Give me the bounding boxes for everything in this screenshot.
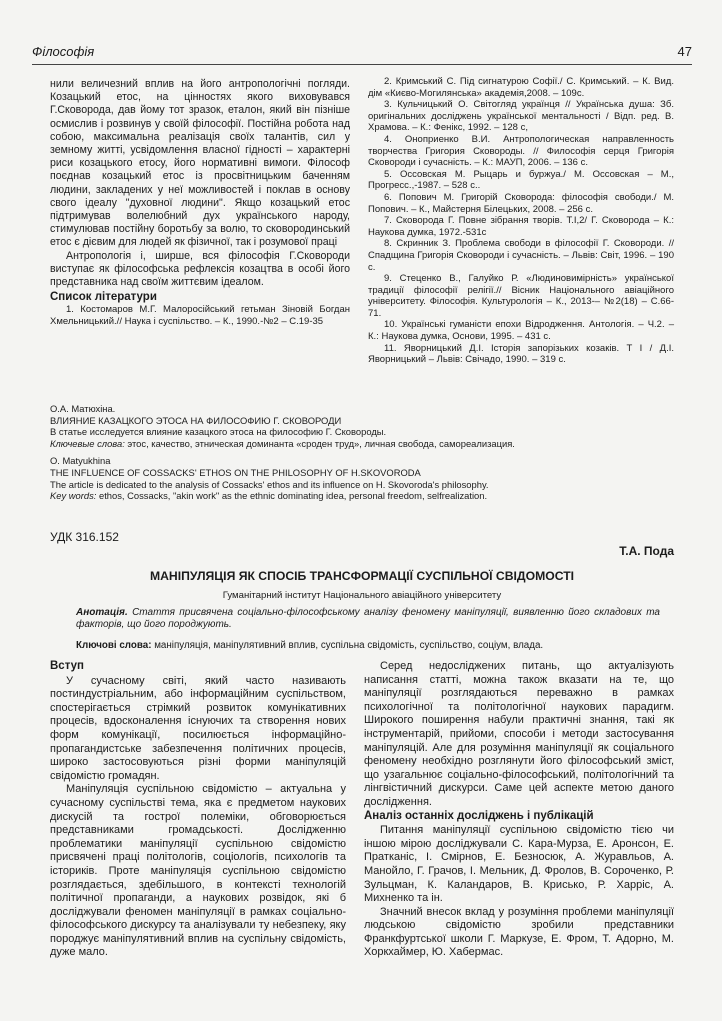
udk-code: УДК 316.152	[50, 530, 119, 544]
page-number: 47	[677, 44, 692, 59]
summary-keywords	[50, 438, 674, 450]
body-paragraph: Питання маніпуляції суспільною свідомістю тією чи іншою мірою досліджували С. Кара-Мурза, Е. Аронсон, Е. Пратканіс, І. Смірнов, Е. Безносюк, А. Журавльов, А. Манойло, Г. Грачов, І. Мельник, Д. Фролов, В. Сороченко, Р. Зульцман, К. Каландаров, В. Крисько, Р. Харріс, А. Михненко та ін.	[364, 824, 674, 905]
reference-item: 3. Кульчицький О. Світогляд українця // Українська душа: Зб. оригінальних досліджень української ментальності / Відп. ред. В. Храмова. – К.: Фенікс, 1992. – 128 с,	[368, 99, 674, 134]
summaries	[50, 403, 674, 508]
article-annotation	[76, 607, 660, 632]
summary-text: The article is dedicated to the analysis of Cossacks' ethos and its influence on H. Skovoroda's philosophy.	[50, 478, 489, 490]
summary-author: O. Matyukhina	[50, 455, 111, 467]
article-keywords	[76, 640, 660, 651]
summary-russian	[50, 403, 674, 449]
article-left-column	[50, 660, 346, 960]
reference-item: 10. Українські гуманісти епохи Відродження. Антологія. – Ч.2. – К.: Наукова думка, Основи, 1995. – 431 с.	[368, 319, 674, 343]
reference-item: 2. Кримський С. Під сигнатурою Софії./ С. Кримський. – К. Вид. дім «Києво-Могилянська» академія,2008. – 109с.	[368, 76, 674, 99]
summary-title: THE INFLUENCE OF COSSACKS' ETHOS ON THE PHILOSOPHY OF H.SKOVORODA	[50, 466, 421, 478]
annotation-text: Стаття присвячена соціально-філософському аналізу феномену маніпуляції, виявленню його складових та факторів, що його породжують.	[76, 607, 660, 631]
section-heading-analysis: Аналіз останніх досліджень і публікацій	[364, 809, 594, 822]
keywords-text: этос, качество, этническая доминанта «сроден труд», личная свобода, самореализация.	[124, 437, 515, 449]
section-heading-intro: Вступ	[50, 660, 84, 672]
reference-item: 8. Скринник З. Проблема свободи в філософії Г. Сковороди. // Спадщина Григорія Сковороди і сучасність. – Львів: Світ, 1996. – 190 с.	[368, 238, 674, 273]
reference-item: 11. Яворницький Д.І. Історія запорізьких козаків. Т І / Д.І. Яворницький – Львів: Свічадо, 1990. – 319 с.	[368, 342, 674, 366]
reference-item: 9. Стеценко В., Галуйко Р. «Людиновимірність» української традиції філософії релігії.// Вісник Національного авіаційного університету. Філософія. Культурологія – К., 2013-– №2(18) – С.66-71.	[368, 273, 674, 319]
body-paragraph: Значний внесок вклад у розуміння проблеми маніпуляції людською свідомістю зробили представники Франкфуртської школи Г. Маркузе, Е. Фром, Т. Адорно, М. Хоркхаймер, Ю. Хабермас.	[364, 905, 674, 959]
previous-article-left-column	[50, 78, 350, 328]
annotation-label: Анотація.	[76, 607, 128, 618]
body-paragraph: нили величезний вплив на його антропологічні погляди. Козацький етос, на цінностях якого виховувався Г.Сковорода, дав йому тот зразок, еталон, який він пізніше осмислив і розвинув у своїй філософії. Постійна робота над собою, максимальна реалізація своїх талантів, сил у земному житті, усвідомлення власної гідності – характерні риси козацького етосу, його нормативні вимоги. Філософ поєднав козацький етос із просвітницьким баченням людини, закладених у неї можливостей і поклав в основу свого ідеалу "духовної людини". Якщо козацький етос підтримував волелюбний дух українського народу, стимулював постійну боротьбу за волю, то сковородинський етос є дієвим для людей як фізичної, так і розумової праці	[50, 78, 350, 249]
summary-text: В статье исследуется влияние казацкого этоса на философию Г. Сковороды.	[50, 426, 387, 438]
body-paragraph: Серед недосліджених питань, що актуалізують написання статті, можна також вказати на те, що маніпуляції розглядаються переважно в рамках психологічної та політологічної наукових парадигм. Широкого поширення набули практичні знання, такі як інструментарій, прийоми, способи і методи застосування маніпуляцій. Але для розуміння маніпуляції як соціального феномену необхідно розглянути його філософський зміст, що узагальнює соціально-філософський, політологічний та лінгвістичний дискурси. Саме цей аспекте метою даного дослідження.	[364, 660, 674, 808]
summary-title: ВЛИЯНИЕ КАЗАЦКОГО ЭТОСА НА ФИЛОСОФИЮ Г. СКОВОРОДИ	[50, 414, 342, 426]
body-paragraph: Маніпуляція суспільною свідомістю – актуальна у сучасному суспільстві тема, яка є предметом наукових дискусій та гострої полеміки, обговорюється представниками громадськості. Дослідженню проблематики маніпуляції суспільною свідомістю присвячені праці політологів, соціологів, психологів та істориків. Проте маніпуляція суспільною свідомістю розглядається, здебільшого, в контексті технологій політичної пропаганди, а наукових розвідок, які б досліджували феномен маніпуляції в рамках соціально-філософського дискурсу та аналізували ту небезпеку, яку породжує маніпулятивний вплив на суспільну свідомість, дуже мало.	[50, 783, 346, 959]
keywords-label: Ключові слова:	[76, 640, 152, 651]
keywords-label: Key words:	[50, 490, 97, 502]
body-paragraph: Антропологія і, ширше, вся філософія Г.Сковороди виступає як філософська рефлексія козацтва в особі його представника над своїм життєвим ідеалом.	[50, 249, 350, 289]
keywords-text: ethos, Cossacks, "akin work" as the ethnic dominating idea, personal freedom, selfrealization.	[96, 490, 488, 502]
summary-english	[50, 455, 674, 501]
keywords-label: Ключевые слова:	[50, 437, 125, 449]
references-right-column	[368, 76, 674, 366]
article-title: МАНІПУЛЯЦІЯ ЯК СПОСІБ ТРАНСФОРМАЦІЇ СУСПІЛЬНОЇ СВІДОМОСТІ	[149, 569, 575, 583]
running-head	[32, 44, 692, 62]
reference-item: 1. Костомаров М.Г. Малоросійський гетьман Зіновій Богдан Хмельницький.// Наука і суспільство. – К., 1990.-№2 – С.19-35	[50, 304, 350, 328]
reference-item: 5. Оссовская М. Рыцарь и буржуа./ М. Оссовская – М., Прогресс.,-1987. – 528 с..	[368, 168, 674, 192]
summary-author: О.А. Матюхіна.	[50, 403, 116, 414]
keywords-text: маніпуляція, маніпулятивний вплив, суспільна свідомість, суспільство, соціум, влада.	[151, 640, 544, 651]
article-author: Т.А. Пода	[619, 544, 674, 558]
body-paragraph: У сучасному світі, який часто називають постиндустріальним, або інформаційним суспільством, спостерігається стрімкий розвиток комунікативних процесів, вдосконалення існуючих та створення нових форм комунікації, посилюється інформаційно-пропагандистське забезпечення політичних процесів, широко застосовуються різні форми маніпуляцій свідомістю громадян.	[50, 674, 346, 782]
reference-item: 4. Оноприенко В.И. Антропологическая направленность творчества Григория Сковороды. // Философія серця Григорія Сковороди і сучасність. – К.: МАУП, 2006. – 136 с.	[368, 133, 674, 169]
author-affiliation: Гуманітарний інститут Національного авіаційного університету	[222, 590, 502, 601]
header-rule	[32, 64, 692, 65]
reference-item: 7. Сковорода Г. Повне зібрання творів. Т.І,2/ Г. Сковорода – К.: Наукова думка, 1972.-531с	[368, 215, 674, 238]
journal-section-title: Філософія	[32, 44, 95, 59]
summary-keywords	[50, 490, 674, 502]
article-right-column	[364, 660, 674, 960]
reference-item: 6. Попович М. Григорій Сковорода: філософія свободи./ М. Попович. – К., Майстерня Білецьких, 2008. – 256 с.	[368, 191, 674, 215]
references-heading: Список літератури	[50, 291, 157, 304]
